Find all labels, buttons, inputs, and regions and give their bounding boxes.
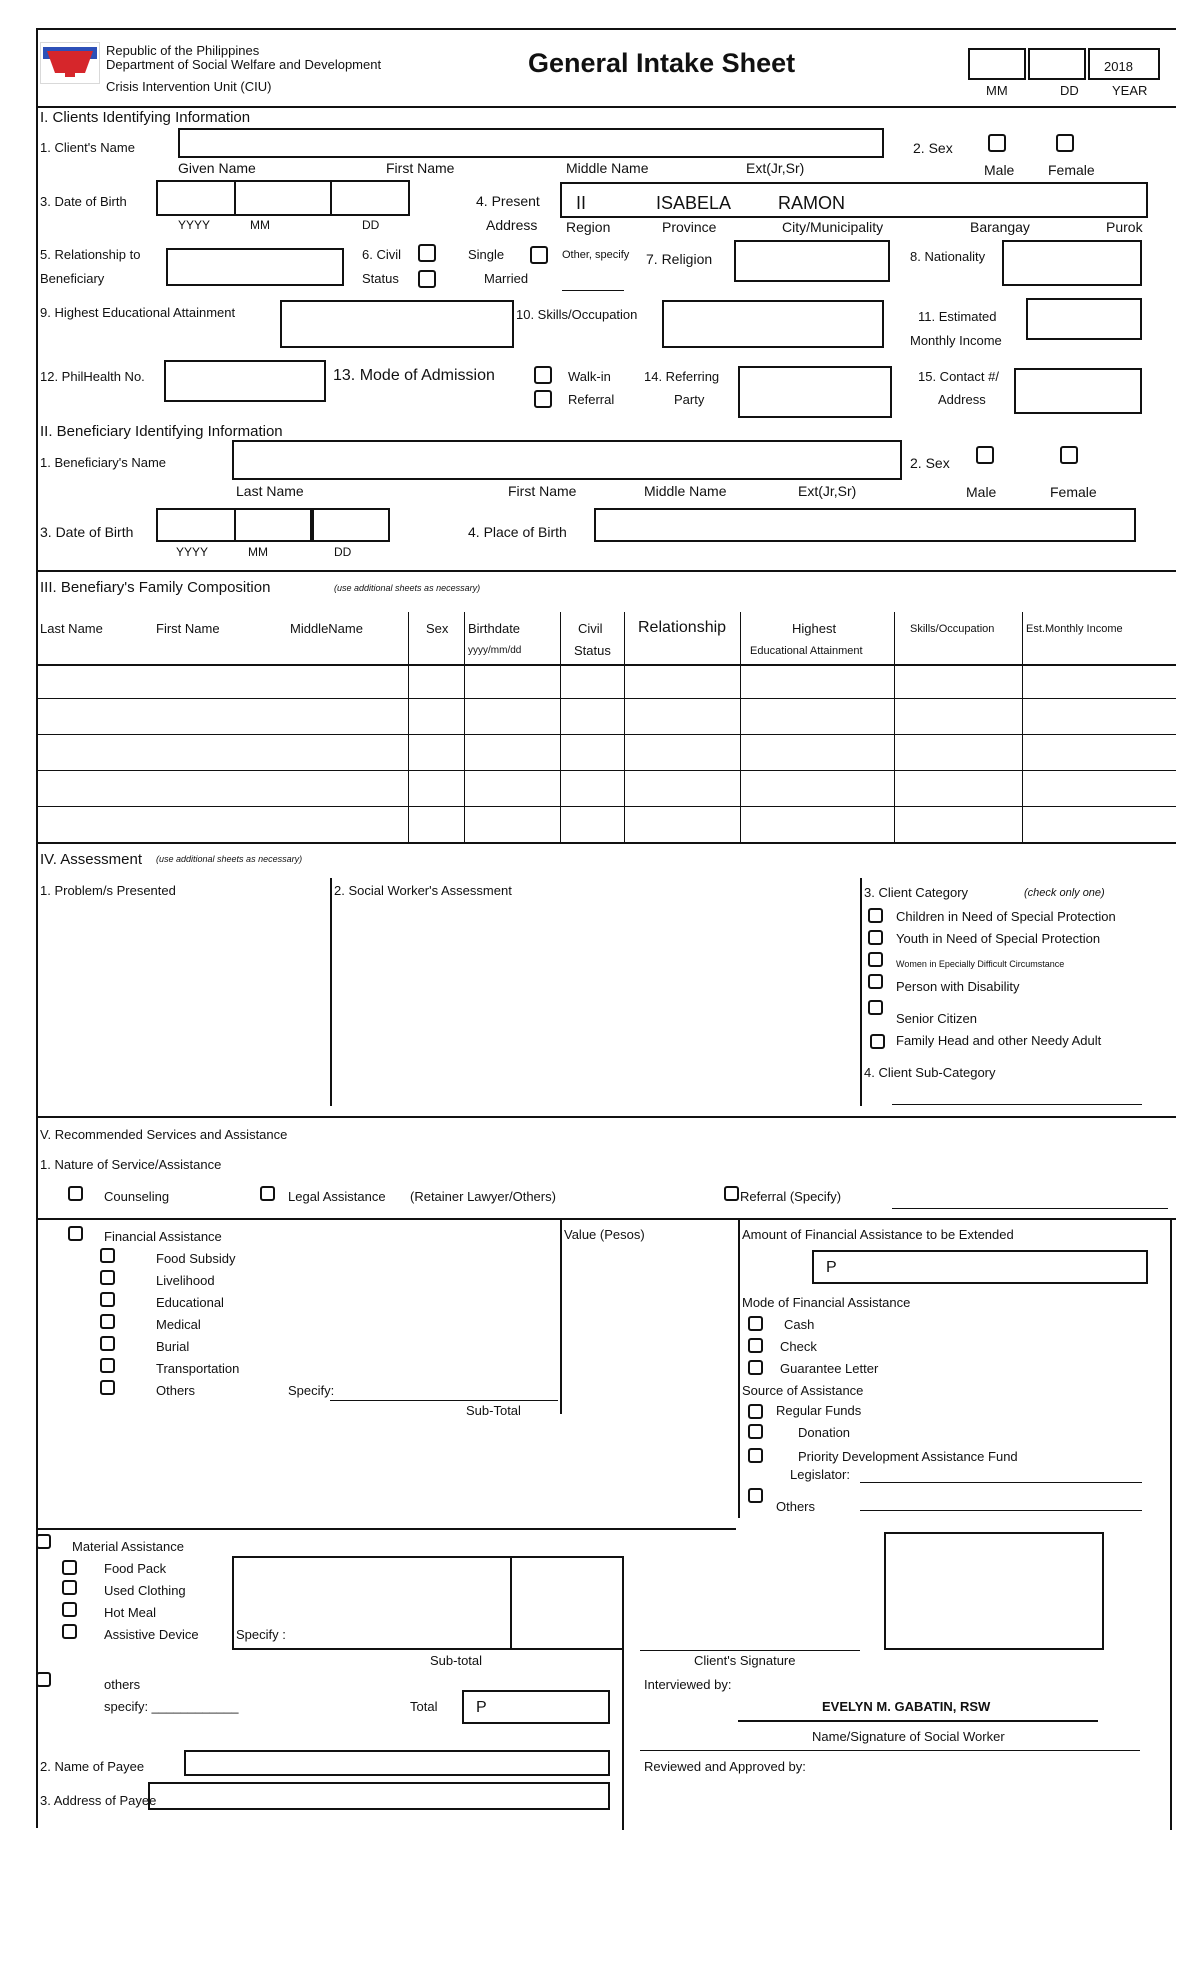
social-worker-line[interactable]: [738, 1720, 1098, 1722]
col-relationship: Relationship: [638, 619, 727, 636]
section4-note: (use additional sheets as necessary): [156, 854, 303, 864]
material-checkbox[interactable]: [36, 1534, 51, 1549]
mode-check-label: Check: [780, 1339, 817, 1354]
used-clothing-label: Used Clothing: [104, 1583, 186, 1598]
address-sub-city: City/Municipality: [782, 219, 884, 235]
legal-checkbox[interactable]: [260, 1186, 275, 1201]
admission-walkin-checkbox[interactable]: [534, 366, 552, 384]
source-pdaf-label: Priority Development Assistance Fund: [798, 1449, 1018, 1464]
philhealth-label: 12. PhilHealth No.: [40, 369, 145, 384]
category-pwd-checkbox[interactable]: [868, 974, 883, 989]
transportation-label: Transportation: [156, 1361, 240, 1376]
nationality-label: 8. Nationality: [910, 249, 986, 264]
date-year-value: 2018: [1104, 59, 1133, 74]
referring-label-2: Party: [674, 392, 705, 407]
category-youth-checkbox[interactable]: [868, 930, 883, 945]
skills-label: 10. Skills/Occupation: [516, 307, 638, 322]
food-subsidy-label: Food Subsidy: [156, 1251, 236, 1266]
client-sex-female-checkbox[interactable]: [1056, 134, 1074, 152]
burial-label: Burial: [156, 1339, 190, 1354]
burial-checkbox[interactable]: [100, 1336, 115, 1351]
source-others-label: Others: [776, 1499, 816, 1514]
beneficiary-dob-sub-mm: MM: [248, 545, 268, 559]
financial-checkbox[interactable]: [68, 1226, 83, 1241]
total-value: P: [476, 1699, 487, 1716]
social-worker-caption: Name/Signature of Social Worker: [812, 1729, 1005, 1744]
referring-field[interactable]: [738, 366, 892, 418]
col-last-name: Last Name: [40, 621, 103, 636]
beneficiary-dob-sub-dd: DD: [334, 545, 352, 559]
financial-specify-line[interactable]: [330, 1400, 558, 1401]
income-field[interactable]: [1026, 298, 1142, 340]
beneficiary-dob-sub-yyyy: YYYY: [176, 545, 209, 559]
transportation-checkbox[interactable]: [100, 1358, 115, 1373]
material-specify-box[interactable]: [232, 1556, 624, 1650]
section3-heading: III. Benefiary's Family Composition: [40, 579, 271, 596]
source-donation-checkbox[interactable]: [748, 1424, 763, 1439]
material-specify-label: Specify :: [236, 1627, 286, 1642]
problem-area[interactable]: [40, 902, 326, 1102]
client-sex-male-checkbox[interactable]: [988, 134, 1006, 152]
beneficiary-sex-female-checkbox[interactable]: [1060, 446, 1078, 464]
material-subtotal-label: Sub-total: [430, 1653, 483, 1668]
beneficiary-sex-label: 2. Sex: [910, 455, 950, 471]
payee-name-label: 2. Name of Payee: [40, 1759, 145, 1774]
beneficiary-dob-mm[interactable]: [234, 508, 312, 542]
food-pack-checkbox[interactable]: [62, 1560, 77, 1575]
source-regular-checkbox[interactable]: [748, 1404, 763, 1419]
beneficiary-sex-male-checkbox[interactable]: [976, 446, 994, 464]
social-worker-name: EVELYN M. GABATIN, RSW: [822, 1699, 991, 1714]
date-mm-box[interactable]: [968, 48, 1026, 80]
total-label: Total: [410, 1699, 438, 1714]
philhealth-field[interactable]: [164, 360, 326, 402]
beneficiary-sex-female-label: Female: [1050, 484, 1097, 500]
client-sex-male-label: Male: [984, 162, 1015, 178]
education-label: 9. Highest Educational Attainment: [40, 305, 236, 320]
agency-line-3: Crisis Intervention Unit (CIU): [106, 79, 272, 94]
client-dob-sub-yyyy: YYYY: [178, 218, 211, 232]
col-birthdate-sub: yyyy/mm/dd: [468, 645, 522, 656]
legislator-line[interactable]: [860, 1482, 1142, 1483]
client-name-sub-middle: Middle Name: [566, 160, 649, 176]
legal-note: (Retainer Lawyer/Others): [410, 1189, 556, 1204]
payee-address-label: 3. Address of Payee: [40, 1793, 157, 1808]
section5-heading: V. Recommended Services and Assistance: [40, 1127, 288, 1142]
contact-field[interactable]: [1014, 368, 1142, 414]
civil-label-1: 6. Civil: [362, 247, 402, 262]
financial-label: Financial Assistance: [104, 1229, 222, 1244]
civil-single-checkbox[interactable]: [418, 244, 436, 262]
col-highest: Highest: [792, 621, 837, 636]
referral-specify-line[interactable]: [892, 1208, 1168, 1209]
address-region-value: II: [576, 193, 587, 213]
family-row[interactable]: [38, 700, 1174, 733]
agency-line-1: Republic of the Philippines: [106, 43, 260, 58]
category-note: (check only one): [1024, 887, 1105, 899]
source-label: Source of Assistance: [742, 1383, 864, 1398]
livelihood-checkbox[interactable]: [100, 1270, 115, 1285]
medical-checkbox[interactable]: [100, 1314, 115, 1329]
religion-field[interactable]: [734, 240, 890, 282]
client-name-sub-first: First Name: [386, 160, 455, 176]
beneficiary-name-label: 1. Beneficiary's Name: [40, 455, 167, 470]
material-others-specify: specify: ____________: [104, 1699, 239, 1714]
used-clothing-checkbox[interactable]: [62, 1580, 77, 1595]
beneficiary-name-sub-middle: Middle Name: [644, 483, 727, 499]
client-dob-dd[interactable]: [330, 180, 410, 216]
category-youth-label: Youth in Need of Special Protection: [896, 931, 1101, 946]
educational-checkbox[interactable]: [100, 1292, 115, 1307]
amount-field[interactable]: [812, 1250, 1148, 1284]
client-dob-sub-dd: DD: [362, 218, 380, 232]
value-label: Value (Pesos): [564, 1227, 645, 1242]
mode-cash-checkbox[interactable]: [748, 1316, 763, 1331]
category-senior-label: Senior Citizen: [896, 1011, 977, 1026]
address-sub-barangay: Barangay: [970, 219, 1030, 235]
source-pdaf-checkbox[interactable]: [748, 1448, 763, 1463]
source-regular-label: Regular Funds: [776, 1403, 862, 1418]
hot-meal-label: Hot Meal: [104, 1605, 157, 1620]
civil-married-label: Married: [484, 271, 529, 286]
assistive-device-label: Assistive Device: [104, 1627, 199, 1642]
hot-meal-checkbox[interactable]: [62, 1602, 77, 1617]
mode-guarantee-checkbox[interactable]: [748, 1360, 763, 1375]
livelihood-label: Livelihood: [156, 1273, 215, 1288]
counseling-checkbox[interactable]: [68, 1186, 83, 1201]
col-birthdate: Birthdate: [468, 621, 521, 636]
interviewed-label: Interviewed by:: [644, 1677, 732, 1692]
section3-note: (use additional sheets as necessary): [334, 583, 481, 593]
admission-referral-label: Referral: [568, 392, 615, 407]
form-title: General Intake Sheet: [528, 48, 796, 78]
client-sex-female-label: Female: [1048, 162, 1095, 178]
place-of-birth-label: 4. Place of Birth: [468, 524, 567, 540]
address-sub-province: Province: [662, 219, 717, 235]
mode-guarantee-label: Guarantee Letter: [780, 1361, 879, 1376]
category-children-checkbox[interactable]: [868, 908, 883, 923]
beneficiary-sex-male-label: Male: [966, 484, 997, 500]
amount-value: P: [826, 1259, 837, 1276]
client-dob-sub-mm: MM: [250, 218, 270, 232]
client-sex-label: 2. Sex: [913, 140, 953, 156]
client-dob-yyyy[interactable]: [156, 180, 236, 216]
assessment-area[interactable]: [336, 902, 854, 1102]
address-label-2: Address: [486, 217, 538, 233]
others-checkbox[interactable]: [100, 1380, 115, 1395]
income-label-1: 11. Estimated: [918, 309, 997, 324]
client-signature-line[interactable]: [640, 1650, 860, 1651]
civil-label-2: Status: [362, 271, 399, 286]
address-label-1: 4. Present: [476, 193, 540, 209]
address-sub-region: Region: [566, 219, 611, 235]
address-sub-purok: Purok: [1106, 219, 1143, 235]
client-name-sub-ext: Ext(Jr,Sr): [746, 160, 805, 176]
family-row[interactable]: [38, 736, 1174, 769]
subcategory-line[interactable]: [892, 1104, 1142, 1105]
col-middle-name: MiddleName: [290, 621, 363, 636]
relationship-label-1: 5. Relationship to: [40, 247, 141, 262]
beneficiary-dob-yyyy[interactable]: [156, 508, 236, 542]
civil-single-label: Single: [468, 247, 505, 262]
referral-checkbox[interactable]: [724, 1186, 739, 1201]
food-subsidy-checkbox[interactable]: [100, 1248, 115, 1263]
relationship-label-2: Beneficiary: [40, 271, 105, 286]
source-donation-label: Donation: [798, 1425, 851, 1440]
section4-heading: IV. Assessment: [40, 851, 142, 868]
col-sex: Sex: [426, 621, 449, 636]
admission-walkin-label: Walk-in: [568, 369, 611, 384]
mode-cash-label: Cash: [784, 1317, 815, 1332]
col-income: Est.Monthly Income: [1026, 623, 1123, 635]
reviewed-label: Reviewed and Approved by:: [644, 1759, 806, 1774]
civil-other-checkbox[interactable]: [530, 246, 548, 264]
address-field[interactable]: [560, 182, 1148, 218]
beneficiary-name-sub-last: Last Name: [236, 483, 304, 499]
client-dob-mm[interactable]: [234, 180, 332, 216]
nationality-field[interactable]: [1002, 240, 1142, 286]
payee-address-field[interactable]: [148, 1782, 610, 1810]
subcategory-label: 4. Client Sub-Category: [864, 1065, 996, 1080]
financial-subtotal-label: Sub-Total: [466, 1403, 521, 1418]
source-others-checkbox[interactable]: [748, 1488, 763, 1503]
civil-married-checkbox[interactable]: [418, 270, 436, 288]
food-pack-label: Food Pack: [104, 1561, 167, 1576]
referral-label: Referral (Specify): [740, 1189, 842, 1204]
category-women-label: Women in Epecially Difficult Circumstance: [896, 959, 1065, 969]
civil-other-line: [562, 290, 624, 291]
civil-other-label: Other, specify: [562, 249, 630, 261]
assistive-device-checkbox[interactable]: [62, 1624, 77, 1639]
col-first-name: First Name: [156, 621, 220, 636]
section2-heading: II. Beneficiary Identifying Information: [40, 423, 283, 440]
client-dob-label: 3. Date of Birth: [40, 194, 127, 209]
assessment-label: 2. Social Worker's Assessment: [334, 883, 512, 898]
address-city-value: RAMON: [778, 193, 845, 213]
payee-name-field[interactable]: [184, 1750, 610, 1776]
date-dd-label: DD: [1060, 83, 1079, 98]
source-others-line[interactable]: [860, 1510, 1142, 1511]
family-row[interactable]: [38, 772, 1174, 805]
dswd-logo: [40, 42, 100, 84]
col-skills: Skills/Occupation: [910, 623, 995, 635]
beneficiary-name-sub-first: First Name: [508, 483, 577, 499]
medical-label: Medical: [156, 1317, 201, 1332]
others-label: Others: [156, 1383, 196, 1398]
category-pwd-label: Person with Disability: [896, 979, 1020, 994]
material-others-checkbox[interactable]: [36, 1672, 51, 1687]
category-children-label: Children in Need of Special Protection: [896, 909, 1116, 924]
client-name-label: 1. Client's Name: [40, 140, 135, 155]
beneficiary-name-field[interactable]: [232, 440, 902, 480]
beneficiary-dob-label: 3. Date of Birth: [40, 524, 134, 540]
date-year-label: YEAR: [1112, 83, 1148, 98]
category-women-checkbox[interactable]: [868, 952, 883, 967]
education-field[interactable]: [280, 300, 514, 348]
relationship-field[interactable]: [166, 248, 344, 286]
category-family-head-label: Family Head and other Needy Adult: [896, 1033, 1102, 1048]
mode-check-checkbox[interactable]: [748, 1338, 763, 1353]
family-row[interactable]: [38, 808, 1174, 841]
contact-label-2: Address: [938, 392, 986, 407]
agency-line-2: Department of Social Welfare and Development: [106, 57, 382, 72]
client-name-sub-given: Given Name: [178, 160, 256, 176]
date-mm-label: MM: [986, 83, 1008, 98]
place-of-birth-field[interactable]: [594, 508, 1136, 542]
contact-label-1: 15. Contact #/: [918, 369, 999, 384]
financial-specify-label: Specify:: [288, 1383, 335, 1398]
col-highest-sub: Educational Attainment: [750, 645, 863, 657]
client-signature-label: Client's Signature: [694, 1653, 796, 1668]
problem-label: 1. Problem/s Presented: [40, 883, 176, 898]
col-civil-sub: Status: [574, 643, 611, 658]
beneficiary-name-sub-ext: Ext(Jr,Sr): [798, 483, 857, 499]
category-senior-checkbox[interactable]: [868, 1000, 883, 1015]
admission-referral-checkbox[interactable]: [534, 390, 552, 408]
skills-field[interactable]: [662, 300, 884, 348]
section1-heading: I. Clients Identifying Information: [40, 109, 251, 126]
material-others-label: others: [104, 1677, 141, 1692]
admission-label: 13. Mode of Admission: [333, 367, 495, 384]
religion-label: 7. Religion: [646, 251, 713, 267]
amount-label: Amount of Financial Assistance to be Extended: [742, 1227, 1014, 1242]
family-row[interactable]: [38, 666, 1174, 698]
address-province-value: ISABELA: [656, 193, 732, 213]
date-dd-box[interactable]: [1028, 48, 1086, 80]
educational-label: Educational: [156, 1295, 224, 1310]
category-label: 3. Client Category: [864, 885, 969, 900]
col-civil: Civil: [578, 621, 603, 636]
nature-label: 1. Nature of Service/Assistance: [40, 1157, 222, 1172]
beneficiary-dob-dd[interactable]: [312, 508, 390, 542]
material-label: Material Assistance: [72, 1539, 184, 1554]
referring-label-1: 14. Referring: [644, 369, 720, 384]
income-label-2: Monthly Income: [910, 333, 1002, 348]
legislator-label: Legislator:: [790, 1467, 850, 1482]
mode-label: Mode of Financial Assistance: [742, 1295, 911, 1310]
legal-label: Legal Assistance: [288, 1189, 386, 1204]
client-name-field[interactable]: [178, 128, 884, 158]
counseling-label: Counseling: [104, 1189, 170, 1204]
category-family-head-checkbox[interactable]: [870, 1034, 885, 1049]
photo-thumb-box[interactable]: [884, 1532, 1104, 1650]
